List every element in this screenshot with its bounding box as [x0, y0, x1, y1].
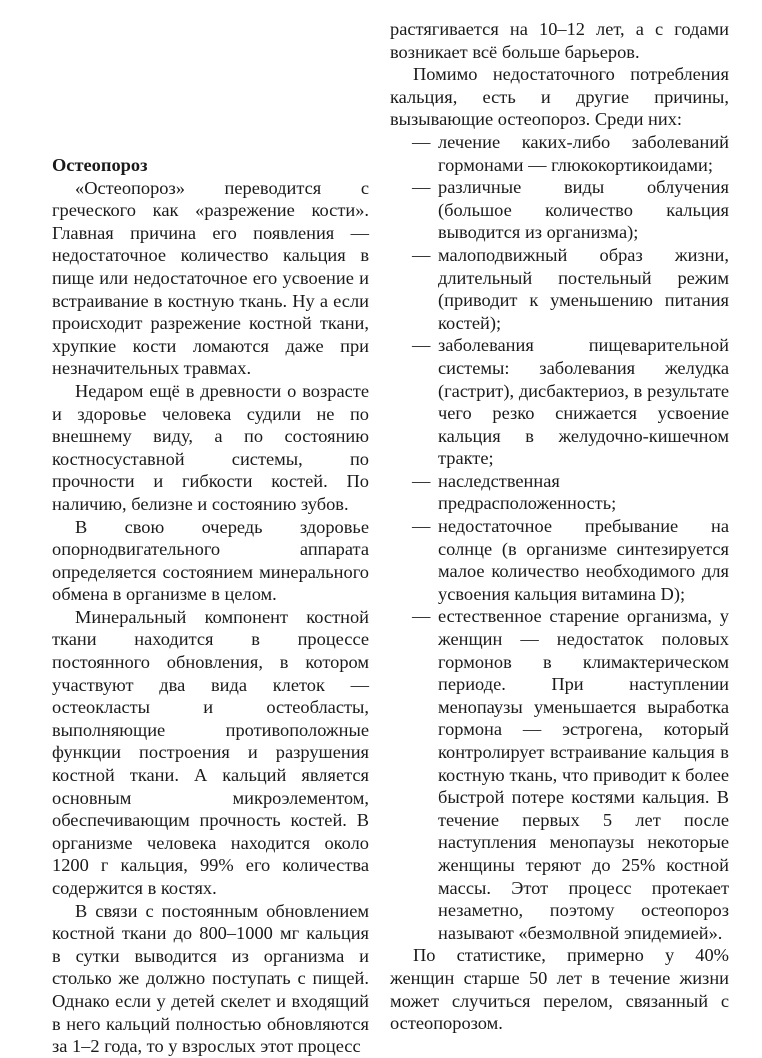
paragraph-mineral-exchange: В свою очередь здоровье опорнодвигательного аппарата определяется состоянием минерального обмена в организме в целом. [52, 516, 369, 605]
left-column [52, 154, 369, 1058]
paragraph-antiquity: Недаром ещё в древности о возрасте и здоровье человека судили не по внешнему виду, а по состоянию костносуставной системы, по прочности и гибкости костей. По наличию, белизне и состоянию зубов. [52, 380, 369, 514]
list-item: — наследственная предрасположенность; [390, 470, 729, 515]
paragraph-other-causes: Помимо недостаточного потребления кальция, есть и другие причины, вызывающие остеопороз. Среди них: [390, 64, 729, 130]
paragraph-definition: «Остеопороз» переводится с греческого как «разрежение кости». Главная причина его появления — недостаточное количество кальция в пище или недостаточное его усвоение и встраивание в костную ткань. Ну а если происходит разрежение костной ткани, хрупкие кости ломаются даже при незначительных травмах. [52, 177, 369, 379]
paragraph-continuation: растягивается на 10–12 лет, а с годами возникает всё больше барьеров. [390, 19, 729, 62]
list-item: — заболевания пищеварительной системы: заболевания желудка (гастрит), дисбактериоз, в результате чего резко снижается усвоение кальция в желудочно-кишечном тракте; [390, 334, 729, 470]
paragraph-bone-tissue: Минеральный компонент костной ткани находится в процессе постоянного обновления, в котором участвуют два вида клеток — остеокласты и остеобласты, выполняющие противоположные функции построения и разрушения костной ткани. А кальций является основным микроэлементом, обеспечивающим прочность костей. В организме человека находится около 1200 г кальция, 99% его количества содержится в костях. [52, 606, 369, 898]
list-item: — малоподвижный образ жизни, длительный постельный режим (приводит к уменьшению питания костей); [390, 244, 729, 334]
right-column [390, 18, 729, 1035]
section-heading: Остеопороз [52, 155, 148, 175]
paragraph-statistics: По статистике, примерно у 40% женщин старше 50 лет в течение жизни может случиться перелом, связанный с остеопорозом. [390, 945, 729, 1034]
causes-list [390, 131, 729, 944]
list-item: — естественное старение организма, у женщин — недостаток половых гормонов в климактерическом периоде. При наступлении менопаузы уменьшается выработка гормона — эстрогена, который контролирует встраивание кальция в костную ткань, что приводит к более быстрой потере костями кальция. В течение первых 5 лет после наступления менопаузы некоторые женщины теряют до 25% костной массы. Этот процесс протекает незаметно, поэтому остеопороз называют «безмолвной эпидемией». [390, 605, 729, 944]
list-item: — недостаточное пребывание на солнце (в организме синтезируется малое количество необходимого для усвоения кальция витамина D); [390, 515, 729, 605]
paragraph-calcium-renewal: В связи с постоянным обновлением костной ткани до 800–1000 мг кальция в сутки выводится из организма и столько же должно поступать с пищей. Однако если у детей скелет и входящий в него кальций полностью обновляются за 1–2 года, то у взрослых этот процесс [52, 900, 369, 1057]
list-item: — лечение каких-либо заболеваний гормонами — глюкокортикоидами; [390, 131, 729, 176]
list-item: — различные виды облучения (большое количество кальция выводится из организма); [390, 176, 729, 244]
